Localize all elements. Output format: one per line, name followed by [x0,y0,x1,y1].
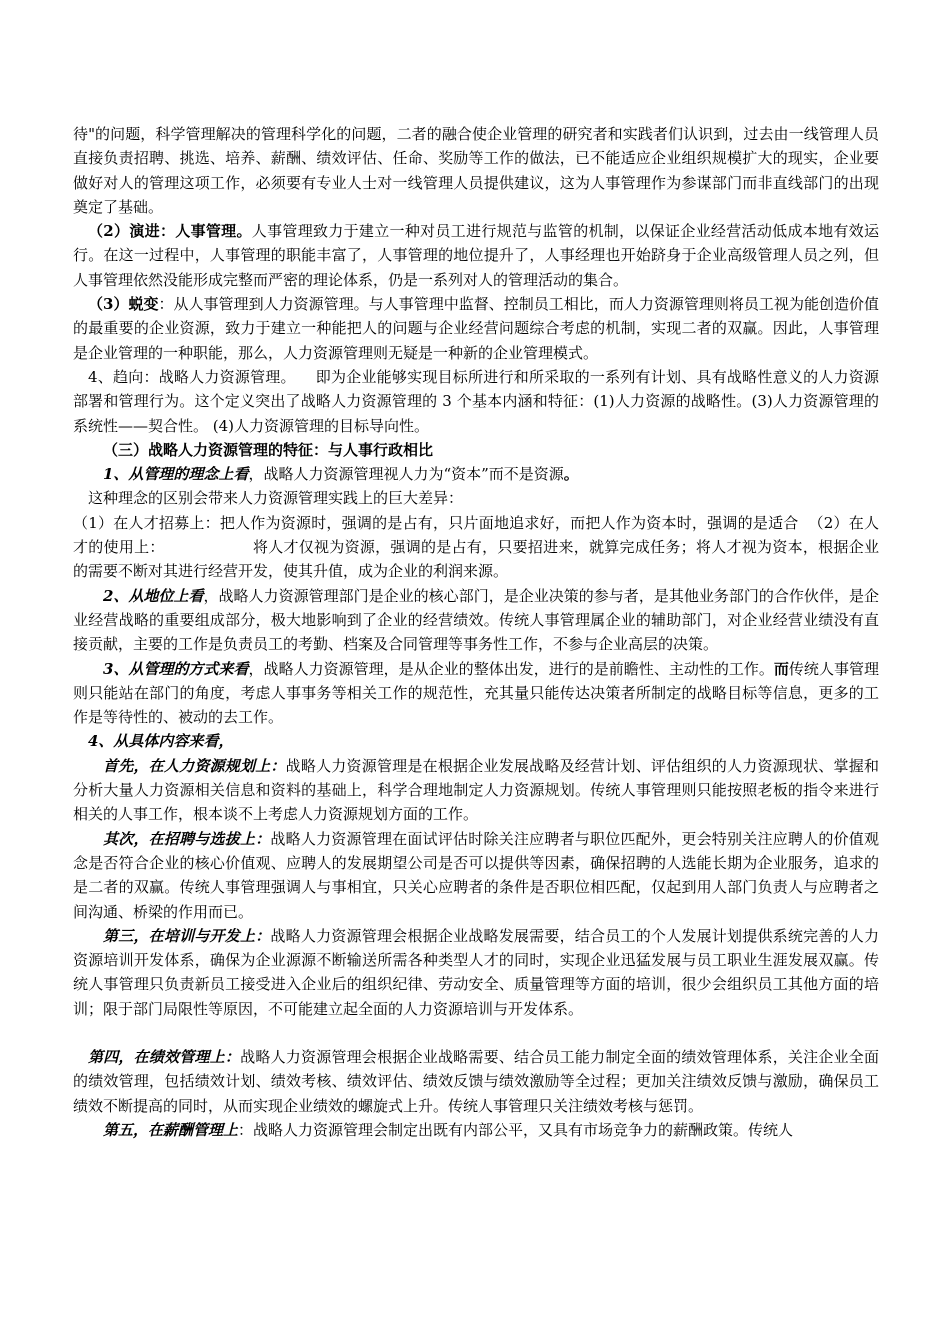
paragraph-text: 战略人力资源管理是在根据企业发展战略及经营计划、评估组织的人力资源现状、掌握和分析大量人力资源相关信息和资料的基础上，科学合理地制定人力资源规划。传统人事管理则只能按照老板的指令来进行相关的人事工作，根本谈不上考虑人力资源规划方面的工作。 [73,756,879,824]
paragraph-text: 人事管理致力于建立一种对员工进行规范与监管的机制，以保证企业经营活动低成本地有效运行。在这一过程中，人事管理的职能丰富了，人事管理的地位提升了，人事经理也开始跻身于企业高级管理人员之列，但人事管理依然没能形成完整而严密的理论体系，仍是一系列对人的管理活动的集合。 [73,222,879,289]
paragraph-text: 将人才仅视为资源，强调的是占有，只要招进来，就算完成任务；将人才视为资本，根据企业的需要不断对其进行经营开发，使其升值，成为企业的利润来源。 [73,538,879,581]
document-body [73,122,879,1142]
paragraph-text: ，战略人力资源管理部门是企业的核心部门，是企业决策的参与者，是其他业务部门的合作伙伴，是企业经营战略的重要组成部分，极大地影响到了企业的经营绩效。传统人事管理属企业的辅助部门，对企业经营业绩没有直接贡献，主要的工作是负责员工的考勤、档案及合同管理等事务性工作，不参与企业高层的决策。 [73,586,879,654]
paragraph-lead: 第四，在绩效管理上： [88,1047,241,1066]
paragraph-trend [73,365,879,438]
paragraph-lead: （3）蜕变 [88,295,159,314]
paragraph-lead: 2、从地位上看 [103,586,204,605]
paragraph-text: （1）在人才招募上：把人作为资源时，强调的是占有，只片面地追求好，而把人作为资本时，强调的是适合 （2）在人才的使用上： [73,513,879,557]
paragraph-evolution [73,219,879,292]
paragraph-text: ，战略人力资源管理，是从企业的整体出发，进行的是前瞻性、主动性的工作。 [248,659,774,678]
paragraph-recruit-use [73,511,879,584]
paragraph-lead: 第三，在培训与开发上： [103,926,271,945]
paragraph-lead: 其次，在招聘与选拔上： [103,829,271,848]
paragraph-text: 战略人力资源管理会根据企业战略发展需要，结合员工的个人发展计划提供系统完善的人力资源培训开发体系，确保为企业源源不断输送所需各种类型人才的同时，实现企业迅猛发展与员工职业生涯发展双赢。传统人事管理只负责新员工接受进入企业后的组织纪律、劳动安全、质量管理等方面的培训，很少会组织员工其他方面的培训；限于部门局限性等原因，不可能建立起全面的人力资源培训与开发体系。 [73,926,879,1018]
paragraph-method [73,657,879,730]
paragraph-concept [73,462,879,486]
paragraph-text: 传统人事管理则只能站在部门的角度，考虑人事事务等相关工作的规范性，充其量只能传达决策者所制定的战略目标等信息，更多的工作是等待性的、被动的去工作。 [73,659,879,727]
paragraph-text: 待"的问题，科学管理解决的管理科学化的问题，二者的融合使企业管理的研究者和实践者们认识到，过去由一线管理人员直接负责招聘、挑选、培养、薪酬、绩效评估、任命、奖励等工作的做法，已不能适应企业组织规模扩大的现实，企业要做好对人的管理这项工作，必须要有专业人士对一线管理人员提供建议，这为人事管理作为参谋部门而非直线部门的出现奠定了基础。 [73,125,879,216]
paragraph-transformation [73,292,879,365]
paragraph-content [73,729,879,753]
paragraph-planning [73,754,879,827]
paragraph-training [73,924,879,1021]
paragraph-lead: 3、从管理的方式来看 [103,659,249,678]
paragraph-performance [73,1045,879,1118]
paragraph-lead: 1、从管理的理念上看 [103,465,249,484]
paragraph-text: 战略人力资源管理会根据企业战略需要、结合员工能力制定全面的绩效管理体系，关注企业全面的绩效管理，包括绩效计划、绩效考核、绩效评估、绩效反馈与绩效激励等全过程；更加关注绩效反馈与激励，确保员工绩效不断提高的同时，从而实现企业绩效的螺旋式上升。传统人事管理只关注绩效考核与惩罚。 [73,1047,879,1115]
section-heading: （三）战略人力资源管理的特征：与人事行政相比 [103,440,434,459]
paragraph-compensation [73,1118,879,1142]
paragraph-tail: 。 [563,465,579,484]
paragraph-recruitment [73,827,879,924]
paragraph-status [73,584,879,657]
paragraph-lead: （2）演进：人事管理。 [88,222,252,241]
paragraph-text: 这种理念的区别会带来人力资源管理实践上的巨大差异： [88,489,464,508]
paragraph-text: ：从人事管理到人力资源管理。与人事管理中监督、控制员工相比，而人力资源管理则将员工视为能创造价值的最重要的企业资源，致力于建立一种能把人的问题与企业经营问题综合考虑的机制，实现二者的双赢。因此，人事管理是企业管理的一种职能，那么，人力资源管理则无疑是一种新的企业管理模式。 [73,295,879,362]
paragraph-personnel-origin [73,122,879,219]
paragraph-lead: 4、从具体内容来看， [88,732,234,751]
blank-line [73,1021,879,1045]
paragraph-lead: 首先，在人力资源规划上： [103,756,286,775]
paragraph-text: 4、趋向：战略人力资源管理。 即为企业能够实现目标所进行和所采取的一系列有计划、具有战略性意义的人力资源部署和管理行为。这个定义突出了战略人力资源管理的 3 个基本内涵和特征：(1)人力资源的战略性。(3)人力资源管理的系统性——契合性。 (4)人力资源管理的目标导向性。 [73,367,879,435]
paragraph-difference [73,486,879,510]
paragraph-text: 战略人力资源管理在面试评估时除关注应聘者与职位匹配外，更会特别关注应聘人的价值观念是否符合企业的核心价值观、应聘人的发展期望公司是否可以提供等因素，确保招聘的人选能长期为企业服务，追求的是二者的双赢。传统人事管理强调人与事相宜，只关心应聘者的条件是否职位相匹配，仅起到用人部门负责人与应聘者之间沟通、桥梁的作用而已。 [73,829,879,921]
paragraph-bold: 而 [773,659,789,678]
paragraph-lead: 第五，在薪酬管理上 [103,1120,239,1139]
paragraph-text: ：战略人力资源管理会制定出既有内部公平，又具有市场竞争力的薪酬政策。传统人 [238,1120,794,1139]
paragraph-text: ，战略人力资源管理视人力为“资本”而不是资源 [248,465,564,484]
